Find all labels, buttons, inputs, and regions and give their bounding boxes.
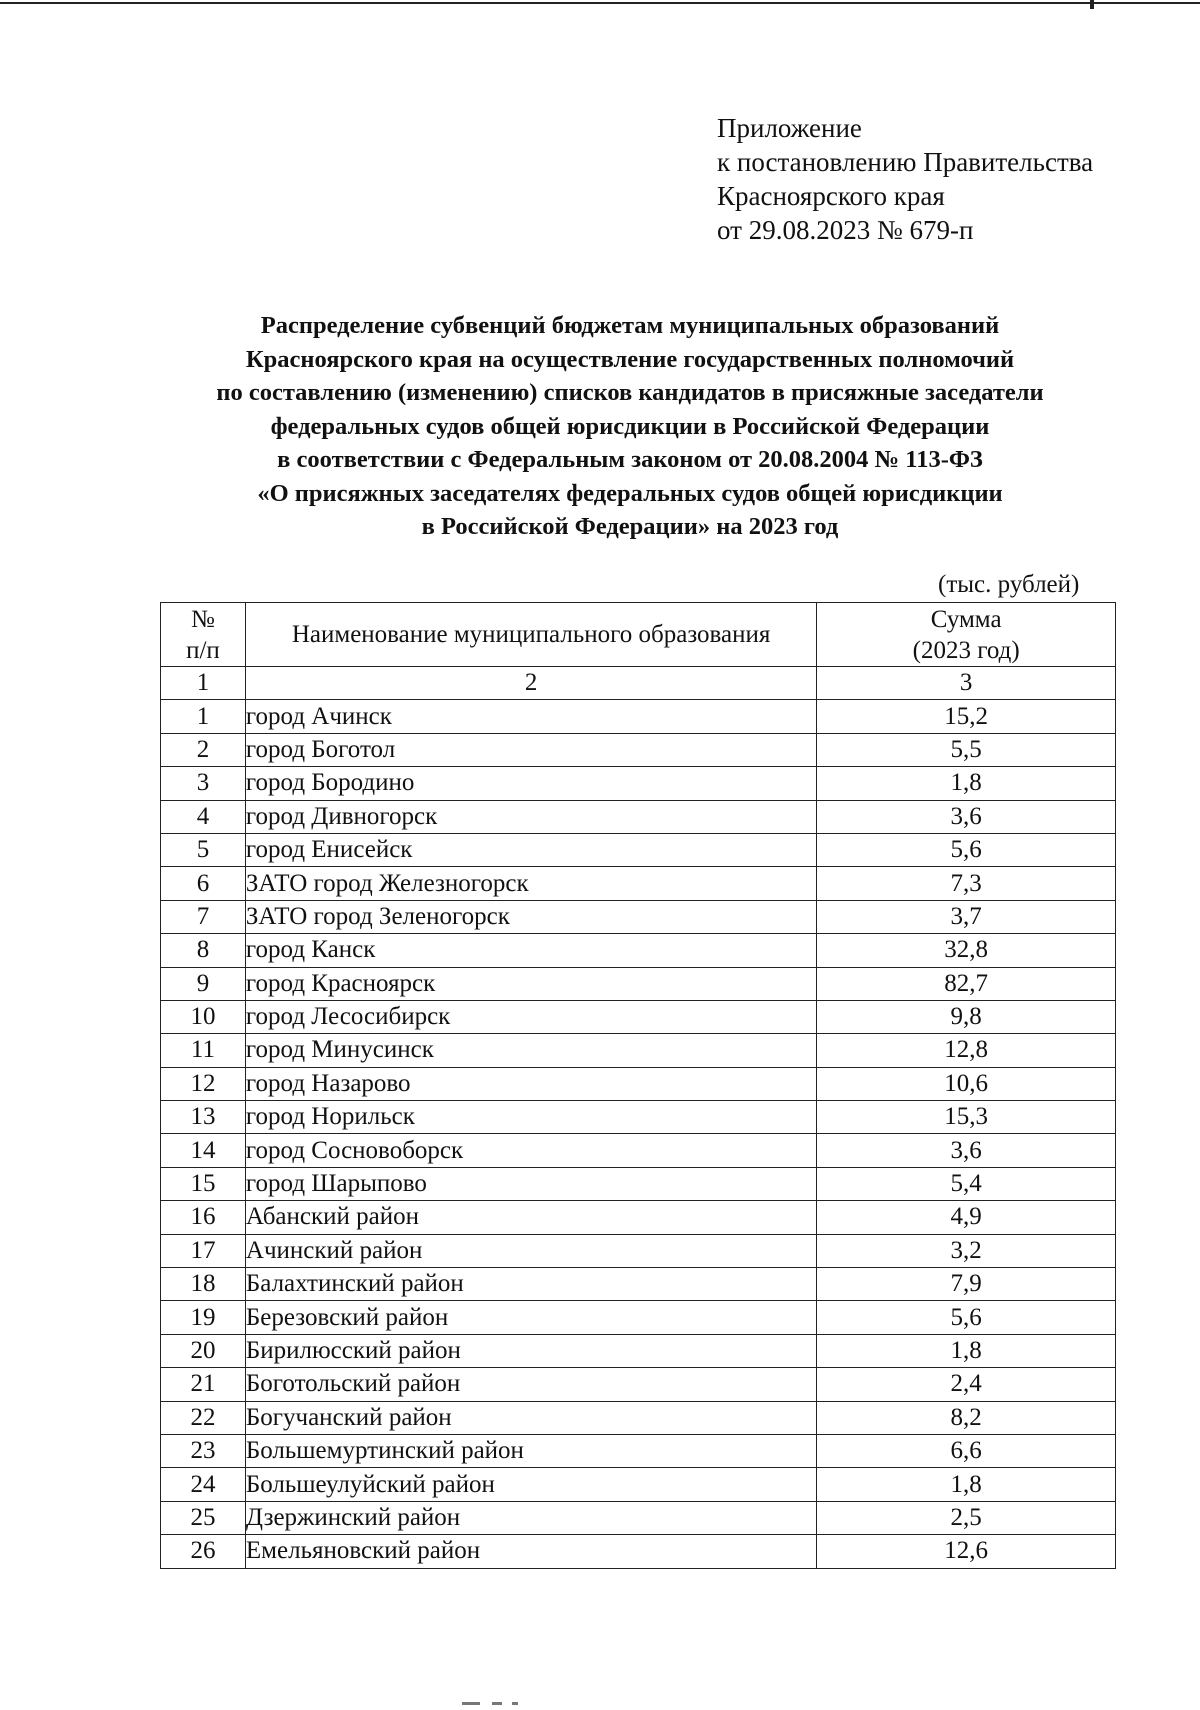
subvention-amount: 32,8 xyxy=(817,934,1116,967)
subvention-amount: 4,9 xyxy=(817,1201,1116,1234)
row-number: 16 xyxy=(161,1201,246,1234)
table-row xyxy=(161,1468,1116,1501)
row-number: 4 xyxy=(161,800,246,833)
header-sum xyxy=(817,603,1116,667)
row-number: 11 xyxy=(161,1034,246,1067)
table-row xyxy=(161,1134,1116,1167)
row-number: 10 xyxy=(161,1000,246,1033)
column-index-row xyxy=(161,667,1116,700)
appendix-line-3: Красноярского края xyxy=(717,181,945,211)
municipality-name: Большеулуйский район xyxy=(245,1468,816,1501)
subvention-amount: 3,6 xyxy=(817,800,1116,833)
municipality-name: город Шарыпово xyxy=(245,1167,816,1200)
table-row xyxy=(161,1535,1116,1568)
municipality-name: Бирилюсский район xyxy=(245,1334,816,1367)
row-number: 12 xyxy=(161,1067,246,1100)
subvention-amount: 12,8 xyxy=(817,1034,1116,1067)
table-row xyxy=(161,1201,1116,1234)
top-edge-mark xyxy=(1090,0,1094,9)
subvention-amount: 15,2 xyxy=(817,700,1116,733)
scan-mark xyxy=(462,1702,480,1705)
row-number: 14 xyxy=(161,1134,246,1167)
appendix-line-4: от 29.08.2023 № 679-п xyxy=(717,215,974,245)
header-number-line-2: п/п xyxy=(186,636,220,664)
table-row xyxy=(161,1501,1116,1534)
subvention-amount: 8,2 xyxy=(817,1401,1116,1434)
municipality-name: город Ачинск xyxy=(245,700,816,733)
municipality-name: город Дивногорск xyxy=(245,800,816,833)
header-name: Наименование муниципального образования xyxy=(245,603,816,667)
municipality-name: Емельяновский район xyxy=(245,1535,816,1568)
subvention-amount: 1,8 xyxy=(817,767,1116,800)
subvention-amount: 3,2 xyxy=(817,1234,1116,1267)
table-row xyxy=(161,1301,1116,1334)
bottom-edge-marks xyxy=(0,1702,1200,1708)
row-number: 26 xyxy=(161,1535,246,1568)
row-number: 3 xyxy=(161,767,246,800)
subvention-amount: 12,6 xyxy=(817,1535,1116,1568)
table-row xyxy=(161,1434,1116,1467)
table-row xyxy=(161,934,1116,967)
title-line: Красноярского края на осуществление государственных полномочий xyxy=(245,345,1015,373)
row-number: 1 xyxy=(161,700,246,733)
subvention-amount: 2,4 xyxy=(817,1368,1116,1401)
table-row xyxy=(161,800,1116,833)
subvention-amount: 1,8 xyxy=(817,1468,1116,1501)
municipality-name: город Бородино xyxy=(245,767,816,800)
title-line: по составлению (изменению) списков кандидатов в присяжные заседатели xyxy=(216,379,1044,406)
table-header-row xyxy=(161,603,1116,667)
row-number: 5 xyxy=(161,833,246,866)
table-row xyxy=(161,767,1116,800)
subvention-amount: 7,3 xyxy=(817,867,1116,900)
table-row xyxy=(161,867,1116,900)
municipality-name: город Енисейск xyxy=(245,833,816,866)
municipality-name: Дзержинский район xyxy=(245,1501,816,1534)
table-row xyxy=(161,700,1116,733)
table-row xyxy=(161,833,1116,866)
appendix-block xyxy=(717,111,1093,247)
subvention-amount: 5,5 xyxy=(817,733,1116,766)
table-row xyxy=(161,1101,1116,1134)
table-row xyxy=(161,967,1116,1000)
title-line: федеральных судов общей юрисдикции в Российской Федерации xyxy=(270,412,990,440)
top-edge-rule xyxy=(0,2,1200,4)
title-line: Распределение субвенций бюджетам муниципальных образований xyxy=(260,312,1000,339)
header-number xyxy=(161,603,246,667)
row-number: 15 xyxy=(161,1167,246,1200)
row-number: 9 xyxy=(161,967,246,1000)
subvention-amount: 7,9 xyxy=(817,1268,1116,1301)
title-line: в Российской Федерации» на 2023 год xyxy=(421,513,839,540)
subvention-amount: 15,3 xyxy=(817,1101,1116,1134)
header-sum-line-1: Сумма xyxy=(930,605,1002,633)
subvention-amount: 2,5 xyxy=(817,1501,1116,1534)
municipality-name: Абанский район xyxy=(245,1201,816,1234)
table-row xyxy=(161,1401,1116,1434)
municipality-name: город Канск xyxy=(245,934,816,967)
table-body xyxy=(161,700,1116,1568)
column-index: 3 xyxy=(817,667,1116,700)
row-number: 22 xyxy=(161,1401,246,1434)
subvention-amount: 5,4 xyxy=(817,1167,1116,1200)
municipality-name: Березовский район xyxy=(245,1301,816,1334)
municipality-name: Балахтинский район xyxy=(245,1268,816,1301)
row-number: 6 xyxy=(161,867,246,900)
table-row xyxy=(161,1368,1116,1401)
table-row xyxy=(161,1000,1116,1033)
row-number: 20 xyxy=(161,1334,246,1367)
municipality-name: город Минусинск xyxy=(245,1034,816,1067)
subvention-amount: 5,6 xyxy=(817,1301,1116,1334)
municipality-name: город Лесосибирск xyxy=(245,1000,816,1033)
appendix-line-2: к постановлению Правительства xyxy=(717,147,1094,177)
subvention-amount: 5,6 xyxy=(817,833,1116,866)
row-number: 18 xyxy=(161,1268,246,1301)
table-row xyxy=(161,1067,1116,1100)
municipality-name: Боготольский район xyxy=(245,1368,816,1401)
subvention-amount: 10,6 xyxy=(817,1067,1116,1100)
table-row xyxy=(161,733,1116,766)
appendix-line-1: Приложение xyxy=(717,113,862,143)
subvention-amount: 82,7 xyxy=(817,967,1116,1000)
document-title xyxy=(80,309,1180,544)
subvention-amount: 3,7 xyxy=(817,900,1116,933)
scan-mark xyxy=(512,1702,518,1705)
title-line: в соответствии с Федеральным законом от 20.08.2004 № 113-ФЗ xyxy=(277,446,983,473)
row-number: 21 xyxy=(161,1368,246,1401)
subvention-amount: 1,8 xyxy=(817,1334,1116,1367)
row-number: 25 xyxy=(161,1501,246,1534)
municipality-name: город Сосновоборск xyxy=(245,1134,816,1167)
municipality-name: Ачинский район xyxy=(245,1234,816,1267)
municipality-name: город Красноярск xyxy=(245,967,816,1000)
row-number: 23 xyxy=(161,1434,246,1467)
title-line: «О присяжных заседателях федеральных судов общей юрисдикции xyxy=(257,479,1003,507)
municipality-name: ЗАТО город Железногорск xyxy=(245,867,816,900)
row-number: 24 xyxy=(161,1468,246,1501)
header-sum-line-2: (2023 год) xyxy=(912,636,1020,664)
row-number: 7 xyxy=(161,900,246,933)
column-index: 1 xyxy=(161,667,246,700)
municipality-name: Богучанский район xyxy=(245,1401,816,1434)
subvention-table xyxy=(160,602,1116,1569)
subvention-amount: 6,6 xyxy=(817,1434,1116,1467)
subvention-amount: 9,8 xyxy=(817,1000,1116,1033)
row-number: 8 xyxy=(161,934,246,967)
municipality-name: Большемуртинский район xyxy=(245,1434,816,1467)
table-row xyxy=(161,1167,1116,1200)
units-label: (тыс. рублей) xyxy=(938,571,1080,598)
municipality-name: ЗАТО город Зеленогорск xyxy=(245,900,816,933)
table-row xyxy=(161,1268,1116,1301)
municipality-name: город Назарово xyxy=(245,1067,816,1100)
row-number: 17 xyxy=(161,1234,246,1267)
header-number-line-1: № xyxy=(191,605,215,633)
subvention-amount: 3,6 xyxy=(817,1134,1116,1167)
scan-mark xyxy=(492,1702,502,1705)
municipality-name: город Боготол xyxy=(245,733,816,766)
table-row xyxy=(161,1334,1116,1367)
row-number: 19 xyxy=(161,1301,246,1334)
row-number: 13 xyxy=(161,1101,246,1134)
table-row xyxy=(161,1034,1116,1067)
table-row xyxy=(161,900,1116,933)
row-number: 2 xyxy=(161,733,246,766)
table-row xyxy=(161,1234,1116,1267)
column-index: 2 xyxy=(245,667,816,700)
municipality-name: город Норильск xyxy=(245,1101,816,1134)
